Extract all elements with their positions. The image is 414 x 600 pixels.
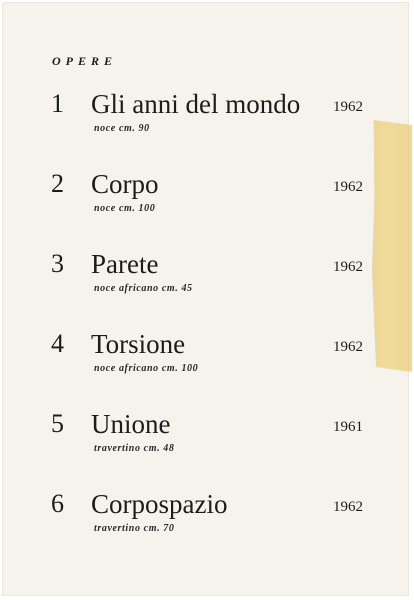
work-year: 1962 <box>333 99 363 115</box>
work-number: 3 <box>51 249 64 278</box>
work-material: travertino cm. 48 <box>94 443 175 454</box>
work-number: 2 <box>51 169 64 198</box>
work-title: Gli anni del mondo <box>91 89 301 119</box>
work-year: 1962 <box>333 179 363 195</box>
work-title: Corpospazio <box>91 489 228 519</box>
work-entry <box>2 170 409 230</box>
work-material: travertino cm. 70 <box>94 523 175 534</box>
work-material: noce cm. 90 <box>94 123 150 134</box>
work-year: 1962 <box>333 259 363 275</box>
work-material: noce cm. 100 <box>94 203 156 214</box>
work-material: noce africano cm. 100 <box>94 363 199 374</box>
work-number: 6 <box>51 489 64 518</box>
work-title: Parete <box>91 249 159 279</box>
work-entry <box>2 250 409 310</box>
catalog-page <box>2 2 409 596</box>
work-number: 4 <box>51 329 64 358</box>
work-material: noce africano cm. 45 <box>94 283 193 294</box>
page-heading: OPERE <box>52 54 118 68</box>
work-year: 1961 <box>333 419 363 435</box>
work-year: 1962 <box>333 499 363 515</box>
work-number: 5 <box>51 409 64 438</box>
work-year: 1962 <box>333 339 363 355</box>
work-title: Corpo <box>91 169 159 199</box>
work-entry <box>2 490 409 550</box>
work-title: Torsione <box>91 329 186 359</box>
work-entry <box>2 90 409 150</box>
work-title: Unione <box>91 409 171 439</box>
work-entry <box>2 410 409 470</box>
work-entry <box>2 330 409 390</box>
work-number: 1 <box>51 89 64 118</box>
